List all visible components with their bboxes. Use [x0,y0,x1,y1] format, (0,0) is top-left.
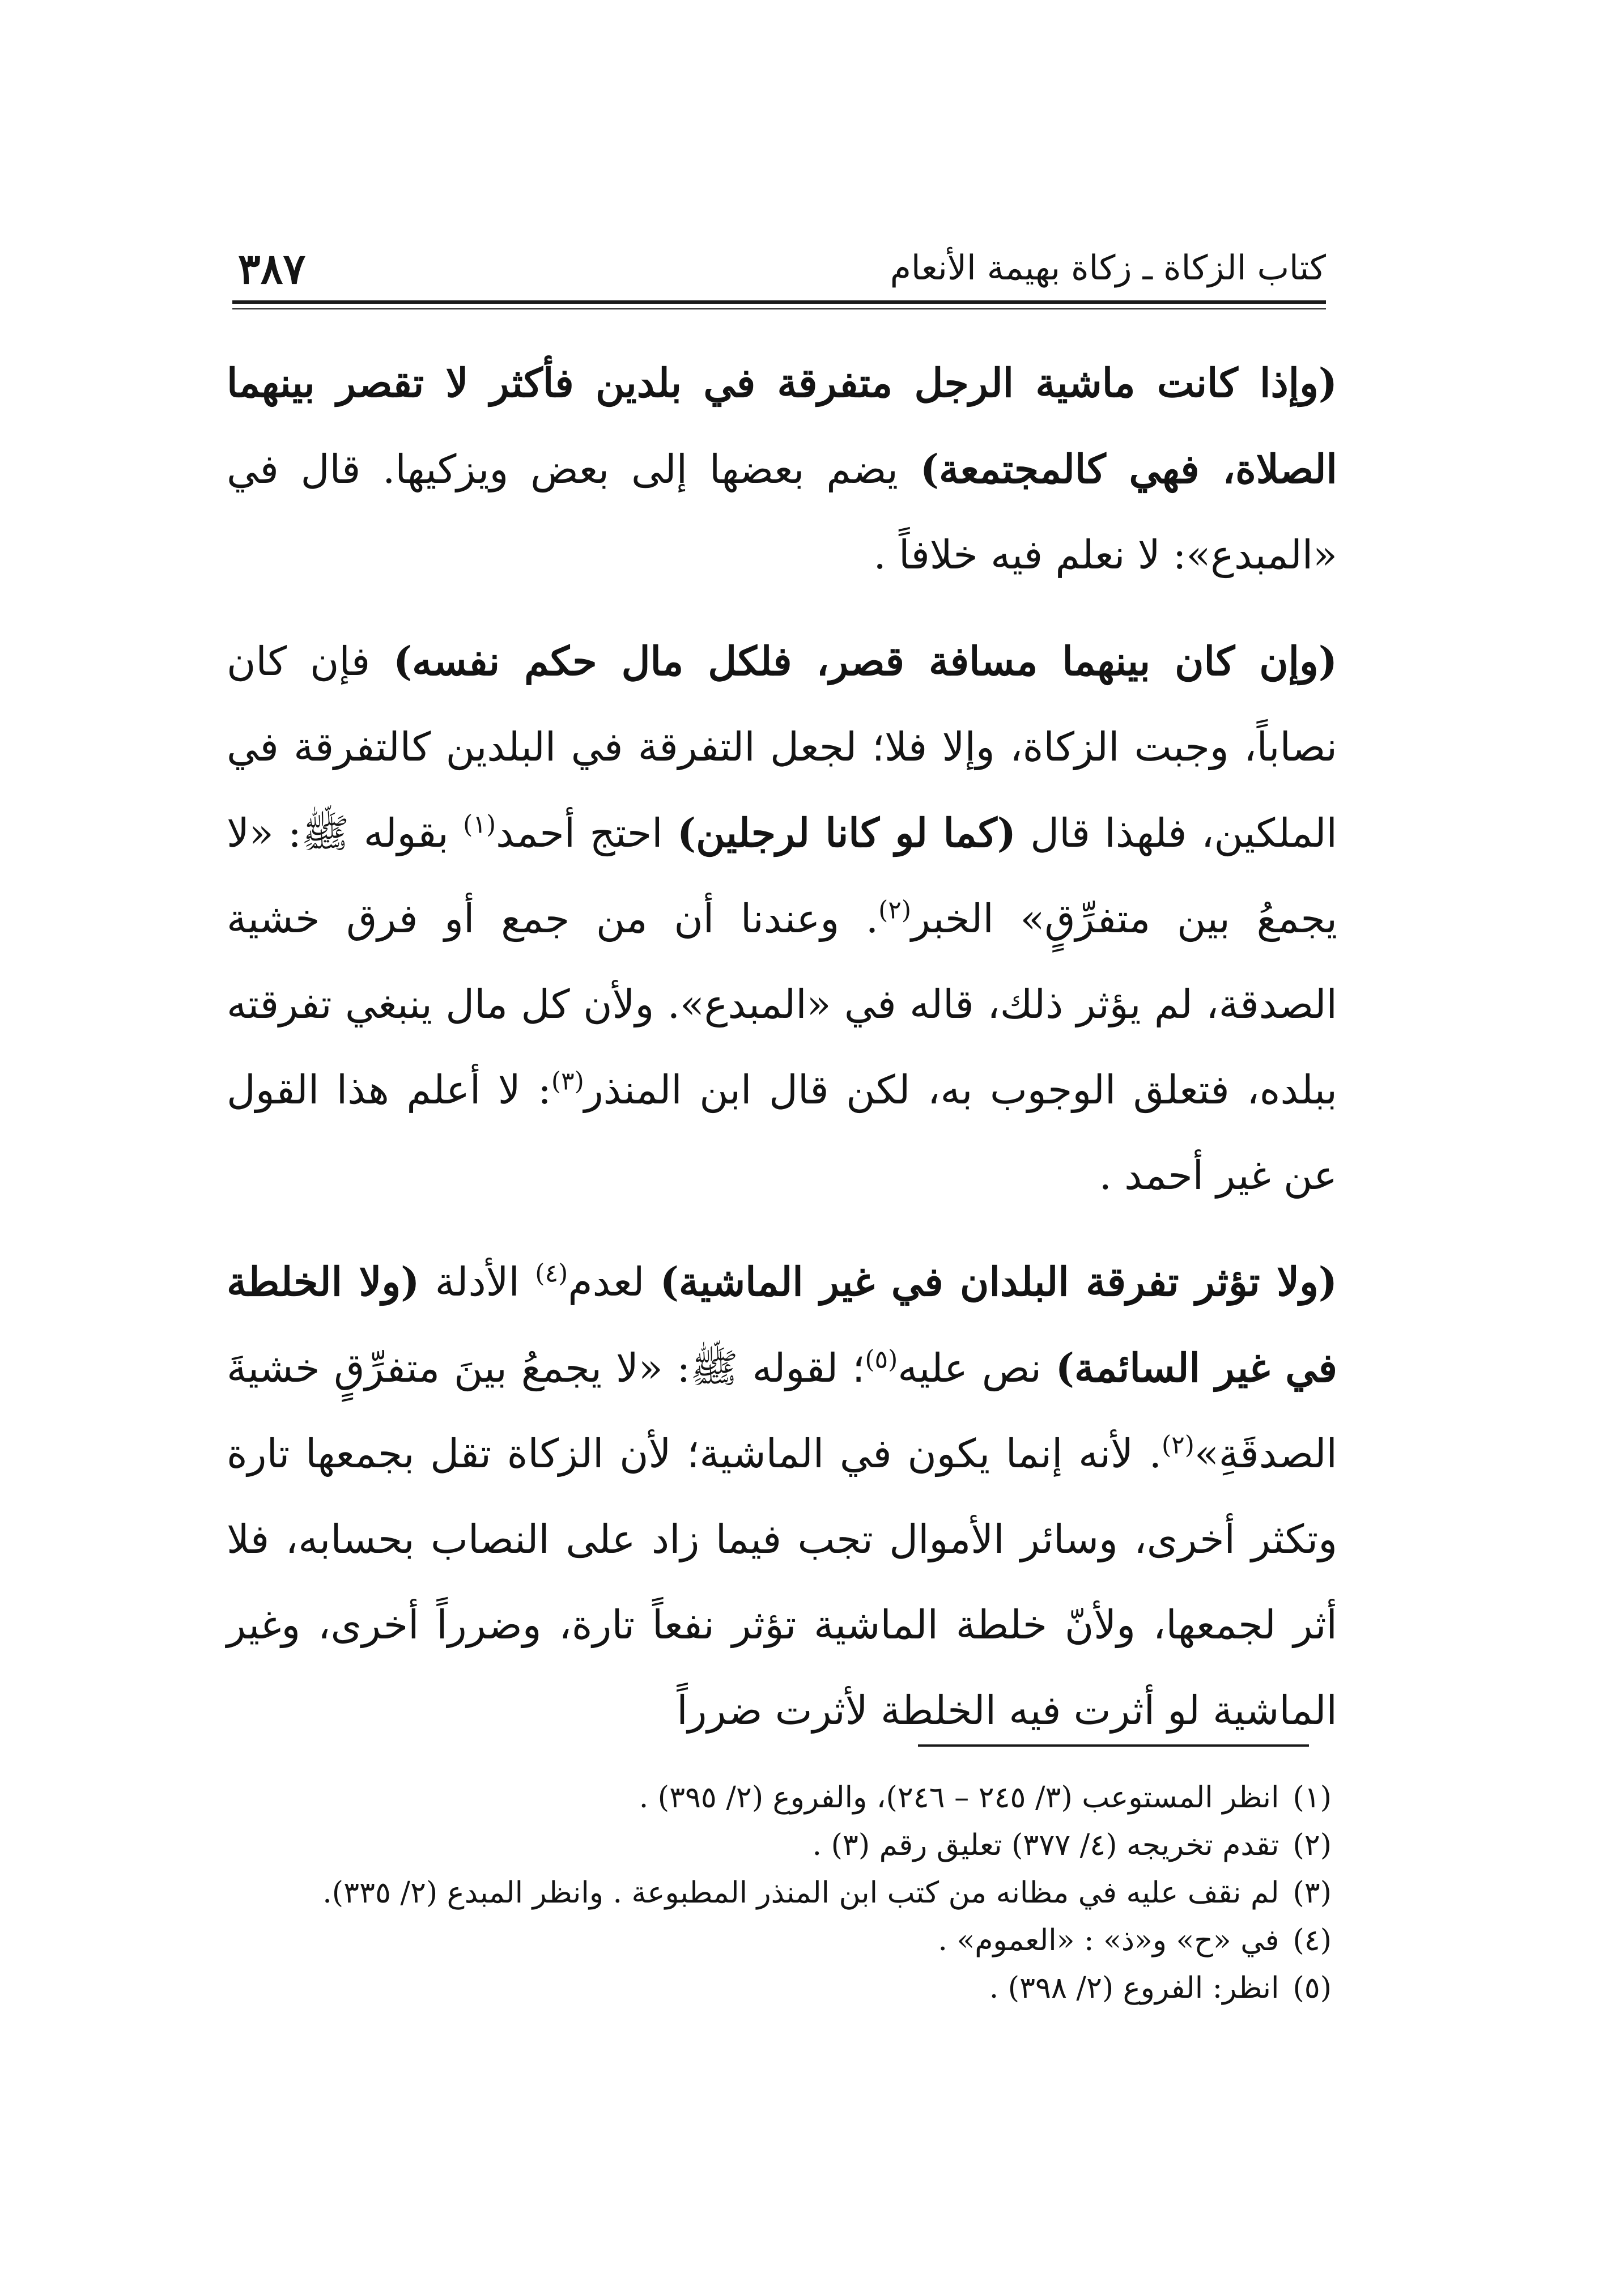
commentary-text: يضم بعضها إلى بعض ويزكيها. قال في «المبدع»: لا نعلم فيه خلافاً . [227,446,1337,578]
footnote-text: انظر: الفروع (٢/ ٣٩٨) . [989,1971,1279,2005]
body-paragraph [227,1239,1337,1753]
matn-text: (وإن كان بينهما مسافة قصر، فلكل مال حكم نفسه) [393,638,1337,685]
commentary-text: نص عليه [898,1345,1056,1391]
footnote-marker: (٥) [865,1345,898,1374]
matn-text: (وإذا كانت ماشية الرجل متفرقة في بلدين فأكثر لا تقصر بينهما الصلاة، فهي كالمجتمعة) [227,359,1337,492]
commentary-text: ؛ لقوله ﷺ: «لا يجمعُ بينَ متفرِّقٍ خشيةَ الصدقَةِ» [227,1345,1337,1477]
footnote-marker: (١) [463,810,496,839]
page-header [232,238,1326,306]
footnote-number: (٥) [1293,1971,1332,2005]
commentary-text: الأدلة [419,1259,535,1305]
footnote-number: (٢) [1293,1828,1332,1862]
footnote [317,1917,1332,1964]
footnote-text: انظر المستوعب (٣/ ٢٤٥ – ٢٤٦)، والفروع (٢/ ٣٩٥) . [639,1781,1279,1815]
running-title: كتاب الزكاة ـ زكاة بهيمة الأنعام [890,248,1326,288]
footnote [317,1869,1332,1917]
footnote-number: (١) [1293,1781,1332,1815]
footnote [317,1964,1332,2012]
commentary-text: . وعندنا أن من جمع أو فرق خشية الصدقة، لم يؤثر ذلك، قاله في «المبدع». ولأن كل مال ينبغي تفرقته ببلده، فتعلق الوجوب به، لكن قال ابن المنذر [227,895,1337,1113]
matn-text: (كما لو كانا لرجلين) [677,809,1016,856]
footnote-number: (٣) [1293,1876,1332,1910]
body-text [227,340,1337,1774]
body-paragraph [227,618,1337,1218]
footnote-marker: (٢) [878,895,912,925]
footnote-marker: (٢) [1161,1430,1194,1460]
matn-text: (ولا الخلطة في غير السائمة) [227,1258,1337,1391]
commentary-text: بقوله ﷺ: «لا يجمعُ بين متفرِّقٍ» الخبر [227,810,1337,942]
body-paragraph [227,340,1337,598]
commentary-text: . لأنه إنما يكون في الماشية؛ لأن الزكاة تقل بجمعها تارة وتكثر أخرى، وسائر الأموال تجب فيما زاد على النصاب بحسابه، فلا أثر لجمعها، ولأنّ خلطة الماشية تؤثر نفعاً تارة، وضرراً أخرى، وغير الماشية لو أثرت فيه الخلطة لأثرت ضرراً [227,1430,1337,1734]
footnote-number: (٤) [1293,1923,1332,1957]
footnote-text: تقدم تخريجه (٤/ ٣٧٧) تعليق رقم (٣) . [812,1828,1279,1862]
footnote-marker: (٤) [535,1259,568,1288]
footnote [317,1774,1332,1821]
matn-text: (ولا تؤثر تفرقة البلدان في غير الماشية) [660,1258,1337,1305]
commentary-text: احتج أحمد [496,810,677,856]
page-number: ٣٨٧ [238,245,306,294]
footnote-text: لم نقف عليه في مظانه من كتب ابن المنذر المطبوعة . وانظر المبدع (٢/ ٣٣٥). [322,1876,1279,1910]
footnote-marker: (٣) [551,1067,584,1096]
commentary-text: لعدم [568,1259,660,1305]
commentary-text: فإن كان نصاباً، وجبت الزكاة، وإلا فلا؛ لجعل التفرقة في البلدين كالتفرقة في الملكين، فلهذا قال [227,638,1337,856]
footnote-rule [918,1744,1309,1747]
header-rule [232,300,1326,309]
commentary-text: : لا أعلم هذا القول عن غير أحمد . [227,1067,1337,1199]
footnotes [317,1774,1332,2012]
footnote [317,1821,1332,1869]
footnote-text: في «ح» و«ذ» : «العموم» . [938,1923,1279,1957]
